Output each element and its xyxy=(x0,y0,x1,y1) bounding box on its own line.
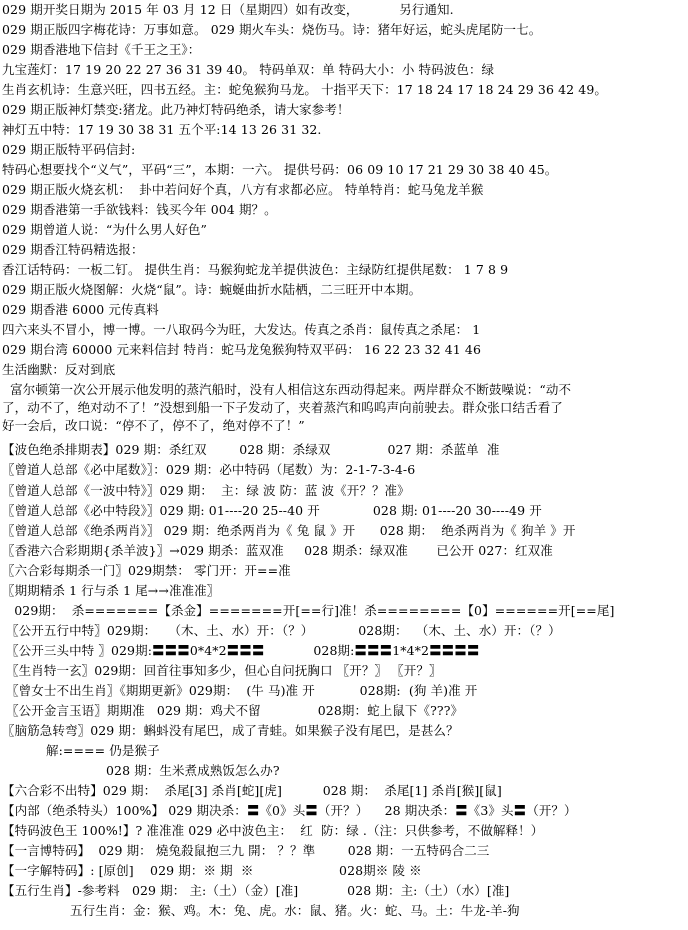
line-humor-body-1: 富尔顿第一次公开展示他发明的蒸汽船时，没有人相信这东西动得起来。两岸群众不断鼓噪说：“动不 xyxy=(2,382,572,397)
line-kill-row-tail: 〖期期精杀 1 行与杀 1 尾→→准准准〗 xyxy=(2,583,220,598)
line-zeng-says: 029 期曾道人说：“为什么男人好色” xyxy=(2,222,208,237)
line-zeng-segment: 〖曾道人总部《必中特段》〗029 期: 01----20 25--40 开 028 期: 01----20 30----49 开 xyxy=(2,503,542,518)
line-teaser-answer: 解:==== 仍是猴子 xyxy=(46,743,160,758)
line-three-heads: 〖公开三头中特 〗029期:〓〓〓0*4*2〓〓〓 028期:〓〓〓1*4*2〓〓〓〓 xyxy=(2,643,480,658)
line-no-special: 【六合彩不出特】029 期： 杀尾[3] 杀肖[蛇][虎] 028 期： 杀尾[1] 杀肖[猴][鼠] xyxy=(2,783,502,798)
line-humor-body-2: 了，动不了，绝对动不了！”没想到船一下子发动了，夹着蒸汽和呜呜声向前驶去。群众张口结舌看了 xyxy=(2,400,563,415)
line-special-heart: 特码心想要找个“义气”，平码“三”，本期：一六。 提供号码：06 09 10 17 21 29 30 38 40 45。 xyxy=(2,162,558,177)
line-hk-envelope: 029 期香港地下信封《千王之王》： xyxy=(2,42,201,57)
line-one-word-bet: 【一言博特码】 029 期： 燒兔殺鼠抱三九 開： ？？準 028 期：一五特码合二三 xyxy=(2,843,490,858)
line-taiwan-60000: 029 期台湾 60000 元来料信封 特肖：蛇马龙兔猴狗特双平码： 16 22 23 32 41 46 xyxy=(2,342,481,357)
line-golden-words: 〖公开金言玉语〗期期准 029 期：鸡犬不留 028期：蛇上鼠下《???》 xyxy=(2,703,464,718)
line-xiangjiang-special: 香江话特码：一板二钉。 提供生肖：马猴狗蛇龙羊提供波色：主绿防红提供尾数： 1 7 8 9 xyxy=(2,262,509,277)
line-flat-envelope: 029 期正版特平码信封: xyxy=(2,142,136,157)
line-zodiac-riddle: 生肖玄机诗：生意兴旺，四书五经。主：蛇兔猴狗马龙。 十指平天下：17 18 24 17 18 24 29 36 42 49。 xyxy=(2,82,607,97)
line-fax-content: 四六来头不冒小，博一博。一八取码今为旺，大发达。传真之杀肖：鼠传真之杀尾： 1 xyxy=(2,322,481,337)
line-brain-teaser: 〖脑筋急转弯〗029 期：蝌蚪没有尾巴，成了青蛙。如果猴子没有尾巴，是甚么？ xyxy=(2,723,459,738)
line-humor-body-3: 好一会后，改口说：“停不了，停不了，绝对停不了！” xyxy=(2,418,305,433)
line-zeng-kill-two: 〖曾道人总部《绝杀两肖》〗 029 期：绝杀两肖为《 兔 鼠 》开 028 期： 绝杀两肖为《 狗羊 》开 xyxy=(2,523,576,538)
line-xiangjiang-report: 029 期香江特码精选报： xyxy=(2,242,144,257)
line-fire-diagram: 029 期正版火烧图解：火烧“鼠”。诗：蜿蜒曲折水陆栖，二三旺开中本期。 xyxy=(2,282,422,297)
line-five-zodiac: 【五行生肖】-参考料 029 期： 主:（土）（金）[准] 028 期：主:（土）（水）[准] xyxy=(2,883,510,898)
line-nine-lotus: 九宝莲灯：17 19 20 22 27 36 31 39 40。 特码单双：单 特码大小：小 特码波色：绿 xyxy=(2,62,495,77)
line-five-zodiac-list: 五行生肖：金：猴、鸡。木：兔、虎。水：鼠、猪。火：蛇、马。土：牛龙-羊-狗 xyxy=(70,903,520,918)
line-kill-gold: 029期： 杀=======【杀金】=======开[==行]准！杀========【0】======开[==尾] xyxy=(2,603,615,618)
line-zeng-wave: 〖曾道人总部《一波中特》〗029 期： 主：绿 波 防：蓝 波《开？？准》 xyxy=(2,483,410,498)
line-hk-kill-wave: 〖香港六合彩期期{杀羊波}〗→029 期杀：蓝双准 028 期杀：绿双准 已公开 027：红双准 xyxy=(2,543,553,558)
line-plum-poem: 029 期正版四字梅花诗：万事如意。 029 期火车头：烧伤马。诗：猪年好运，蛇头虎尾防一七。 xyxy=(2,22,542,37)
line-five-element: 〖公开五行中特〗029期： （木、土、水）开：（？） 028期： （木、土、水）开：（？） xyxy=(2,623,561,638)
line-hk-6000: 029 期香港 6000 元传真料 xyxy=(2,302,159,317)
line-hk-first-hand: 029 期香港第一手欲钱料：钱买今年 004 期？。 xyxy=(2,202,277,217)
line-internal-kill-head: 【内部（绝杀特头）100%】 029 期决杀：〓《0》头〓（开？） 28 期决杀：〓《3》头〓（开？） xyxy=(2,803,577,818)
line-draw-date: 029 期开奖日期为 2015 年 03 月 12 日（星期四）如有改变， 另行通知. xyxy=(2,2,454,17)
line-wave-king: 【特码波色王 100%!】? 准准准 029 必中波色主： 红 防：绿 .（注：只供参考，不做解释！） xyxy=(2,823,544,838)
line-fire-riddle: 029 期正版火烧玄机： 卦中若问好个真，八方有求都必应。 特单特肖：蛇马兔龙羊猴 xyxy=(2,182,484,197)
line-humor-title: 生活幽默：反对到底 xyxy=(2,362,116,377)
line-kill-one-door: 〖六合彩每期杀一门〗029期禁： 零门开：开==准 xyxy=(2,563,291,578)
line-lamp-five: 神灯五中特：17 19 30 38 31 五个平:14 13 26 31 32. xyxy=(2,122,322,137)
line-teaser-028: 028 期：生米煮成熟饭怎么办? xyxy=(106,763,280,778)
line-zeng-tail: 〖曾道人总部《必中尾数》〗：029 期：必中特码（尾数）为：2-1-7-3-4-6 xyxy=(2,462,416,477)
line-one-char-solve: 【一字解特码】: [原创] 029 期：※ 期 ※ 028期※ 陵 ※ xyxy=(2,863,422,878)
line-zodiac-mystery: 〖生肖特一玄〗029期：回首往事知多少，但心自问抚胸口 〖开？〗 〖开？〗 xyxy=(2,663,442,678)
line-ms-zeng: 〖曾女士不出生肖〗《期期更新》029期： (牛 马)准 开 028期: (狗 羊)准 开 xyxy=(2,683,478,698)
line-lamp-ban: 029 期正版神灯禁变:猪龙。此乃神灯特码绝杀，请大家参考！ xyxy=(2,102,350,117)
line-wave-kill-table: 【波色绝杀排期表】029 期：杀红双 028 期：杀绿双 027 期：杀蓝单 准 xyxy=(2,442,500,457)
